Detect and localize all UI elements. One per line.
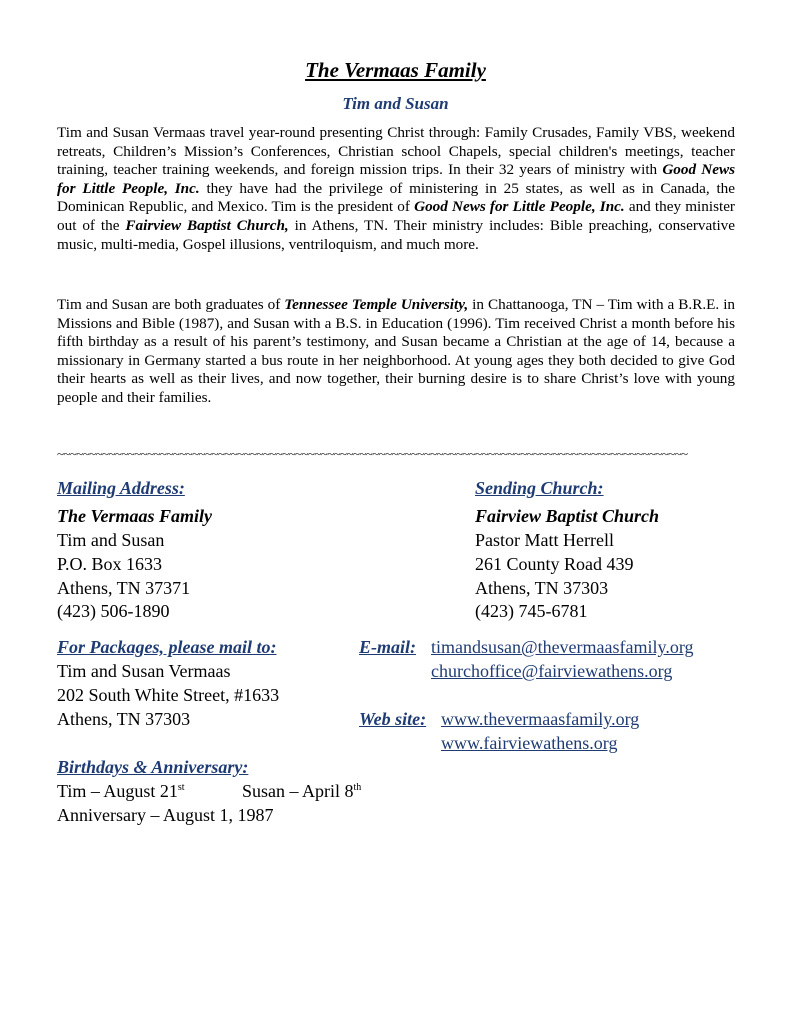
p1-text-a: Tim and Susan Vermaas travel year-round presenting Christ through: Family Crusades, Family VBS, weekend retreats, Children’s Mission’s Conferences, Christian school Chapels, special children's meetings, teacher training, teacher training weekends, and foreign mission trips. In their 32 years of ministry with: [57, 124, 735, 179]
page-title: The Vermaas Family: [305, 58, 486, 82]
school-name: Tennessee Temple University,: [284, 296, 469, 313]
church-name: Fairview Baptist Church: [475, 506, 660, 526]
church-name-inline: Fairview Baptist Church,: [125, 216, 289, 234]
packages-line-2: 202 South White Street, #1633: [57, 685, 280, 705]
org-name-2: Good News for Little People, Inc.: [414, 198, 625, 216]
page-subtitle: Tim and Susan: [342, 94, 449, 113]
org-name-1: Good News for Little People, Inc.: [57, 161, 736, 197]
mailing-line-1: Tim and Susan: [57, 530, 165, 550]
susan-birthday-suffix: th: [353, 782, 362, 793]
mailing-name: The Vermaas Family: [57, 506, 213, 526]
church-line-3: Athens, TN 37303: [475, 578, 609, 598]
email-link-church[interactable]: churchoffice@fairviewathens.org: [431, 661, 673, 681]
packages-line-1: Tim and Susan Vermaas: [57, 661, 231, 681]
intro-paragraph-1: [57, 124, 735, 254]
susan-birthday: [242, 781, 361, 802]
mailing-address-heading: Mailing Address:: [57, 478, 185, 498]
susan-birthday-text: Susan – April 8: [242, 781, 354, 801]
church-phone: (423) 745-6781: [475, 601, 588, 621]
sending-church-heading: Sending Church:: [475, 478, 604, 498]
p1-text-c: and they minister out of the: [57, 198, 735, 234]
intro-paragraph-2: [57, 296, 735, 408]
p2-text-b: in Chattanooga, TN – Tim with a B.R.E. in Missions and Bible (1987), and Susan with a B.S. in Education (1996). Tim received Christ a month before his fifth birthday as a result of his parent’s testimony, and Susan became a Christian at the age of 14, because a missionary in Germany started a bus route in her neighborhood. At young ages they both decided to give God their hearts as well as their lives, and now together, their burning desire is to share Christ’s love with young people and their families.: [57, 296, 736, 406]
church-line-1: Pastor Matt Herrell: [475, 530, 614, 550]
mailing-line-2: P.O. Box 1633: [57, 554, 163, 574]
website-heading: Web site:: [359, 709, 427, 729]
tim-birthday-suffix: st: [177, 782, 185, 793]
tim-birthday-text: Tim – August 21: [57, 781, 178, 801]
tilde-divider: ~~~~~~~~~~~~~~~~~~~~~~~~~~~~~~~~~~~~~~~~~~~~~~~~~~~~~~~~~~~~~~~~~~~~~~~~~~~~~~~~~~~~~~~~~~~~~~~~~~: [57, 446, 688, 461]
birthdays-heading: Birthdays & Anniversary:: [57, 757, 249, 777]
email-heading: E-mail:: [359, 637, 416, 657]
packages-heading: For Packages, please mail to:: [57, 637, 277, 657]
p2-text-a: Tim and Susan are both graduates of: [57, 296, 285, 313]
anniversary: Anniversary – August 1, 1987: [57, 805, 274, 825]
website-link-family[interactable]: www.thevermaasfamily.org: [441, 709, 640, 729]
email-link-family[interactable]: timandsusan@thevermaasfamily.org: [431, 637, 694, 657]
packages-line-3: Athens, TN 37303: [57, 709, 191, 729]
p1-text-b: they have had the privilege of ministering in 25 states, as well as in Canada, the Dominican Republic, and Mexico. Tim is the president of: [57, 179, 735, 216]
mailing-phone: (423) 506-1890: [57, 601, 170, 621]
church-line-2: 261 County Road 439: [475, 554, 634, 574]
mailing-line-3: Athens, TN 37371: [57, 578, 191, 598]
p1-text-d: in Athens, TN. Their ministry includes: Bible preaching, conservative music, multi-media, Gospel illusions, ventriloquism, and much more.: [57, 216, 735, 253]
website-link-church[interactable]: www.fairviewathens.org: [441, 733, 618, 753]
tim-birthday: [57, 781, 185, 802]
